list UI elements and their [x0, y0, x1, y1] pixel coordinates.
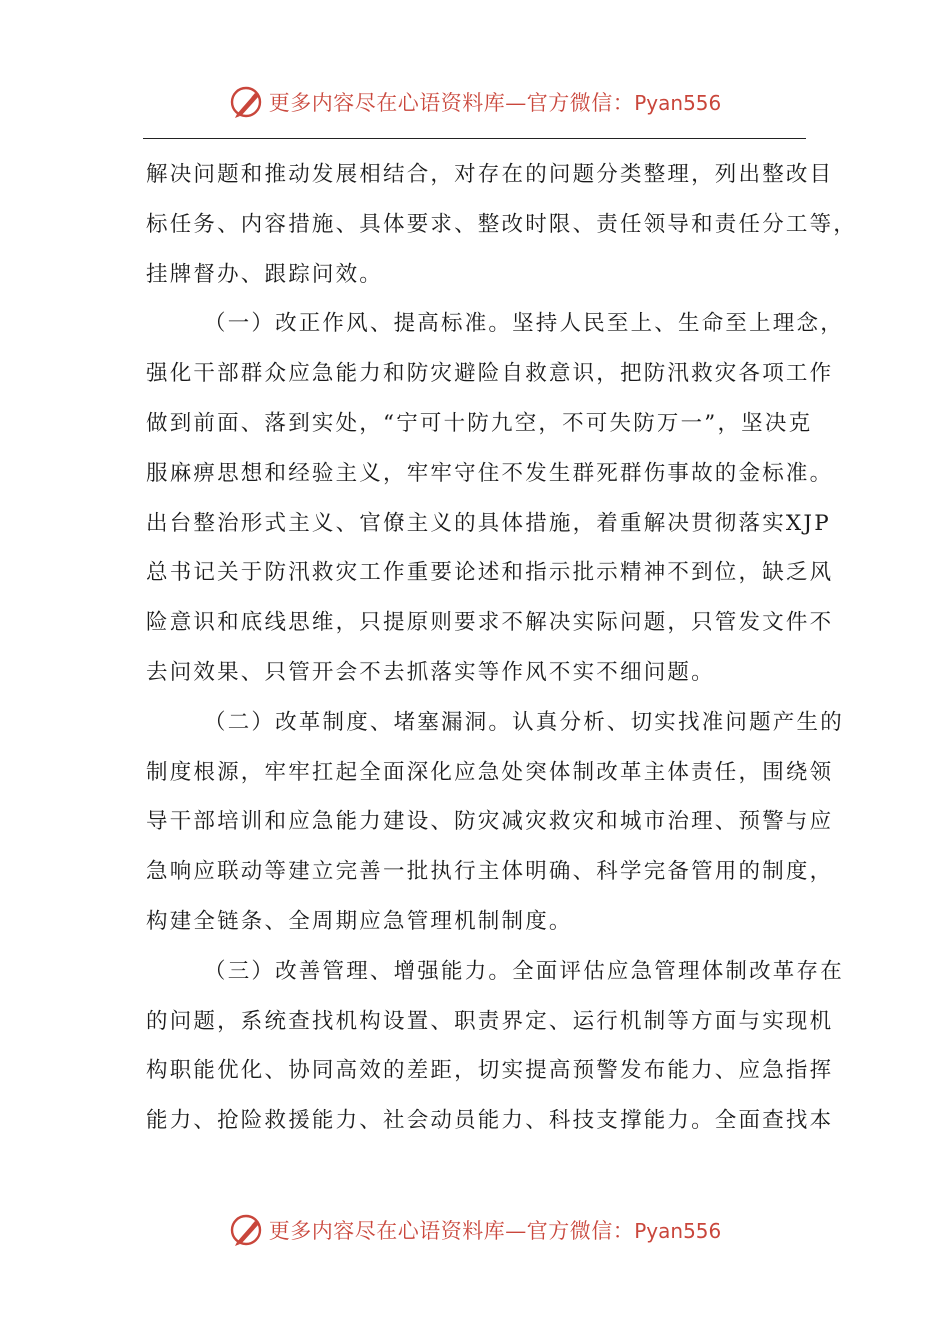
body-line: 急响应联动等建立完善一批执行主体明确、科学完备管用的制度，	[146, 859, 834, 885]
header-banner-text: 更多内容尽在心语资料库—官方微信：Pyan556	[268, 91, 722, 115]
body-line: 标任务、内容措施、具体要求、整改时限、责任领导和责任分工等，	[146, 211, 858, 237]
header-banner	[0, 80, 950, 124]
footer-wechat-id: Pyan556	[634, 1219, 722, 1243]
body-line: 去问效果、只管开会不去抓落实等作风不实不细问题。	[146, 659, 715, 685]
body-line: 构建全链条、全周期应急管理机制制度。	[146, 908, 573, 934]
body-line: 强化干部群众应急能力和防灾避险自救意识，把防汛救灾各项工作	[146, 361, 834, 387]
body-line: 总书记关于防汛救灾工作重要论述和指示批示精神不到位，缺乏风	[146, 560, 834, 586]
pen-logo-icon	[229, 1212, 265, 1248]
footer-banner	[0, 1208, 950, 1252]
paragraph-start-line: （三）改善管理、增强能力。全面评估应急管理体制改革存在	[204, 958, 844, 984]
header-wechat-id: Pyan556	[634, 91, 722, 115]
body-line: 解决问题和推动发展相结合，对存在的问题分类整理，列出整改目	[146, 162, 834, 187]
body-line: 挂牌督办、跟踪问效。	[146, 261, 384, 287]
body-line: 出台整治形式主义、官僚主义的具体措施，着重解决贯彻落实XJP	[146, 510, 831, 536]
body-line: 的问题，系统查找机构设置、职责界定、运行机制等方面与实现机	[146, 1008, 834, 1034]
paragraph-start-line: （一）改正作风、提高标准。坚持人民至上、生命至上理念，	[204, 311, 844, 337]
header-rule	[143, 138, 806, 139]
body-line: 制度根源，牢牢扛起全面深化应急处突体制改革主体责任，围绕领	[146, 759, 834, 785]
body-line: 险意识和底线思维，只提原则要求不解决实际问题，只管发文件不	[146, 610, 834, 636]
body-line: 导干部培训和应急能力建设、防灾减灾救灾和城市治理、预警与应	[146, 809, 834, 835]
document-body	[146, 150, 858, 1146]
pen-logo-icon	[229, 84, 265, 120]
body-line: 服麻痹思想和经验主义，牢牢守住不发生群死群伤事故的金标准。	[146, 460, 834, 486]
body-line: 构职能优化、协同高效的差距，切实提高预警发布能力、应急指挥	[146, 1058, 834, 1084]
body-line: 能力、抢险救援能力、社会动员能力、科技支撑能力。全面查找本	[146, 1108, 834, 1134]
footer-banner-text: 更多内容尽在心语资料库—官方微信：Pyan556	[268, 1219, 722, 1243]
body-line: 做到前面、落到实处，“宁可十防九空，不可失防万一”，坚决克	[146, 410, 813, 436]
paragraph-start-line: （二）改革制度、堵塞漏洞。认真分析、切实找准问题产生的	[204, 709, 844, 735]
